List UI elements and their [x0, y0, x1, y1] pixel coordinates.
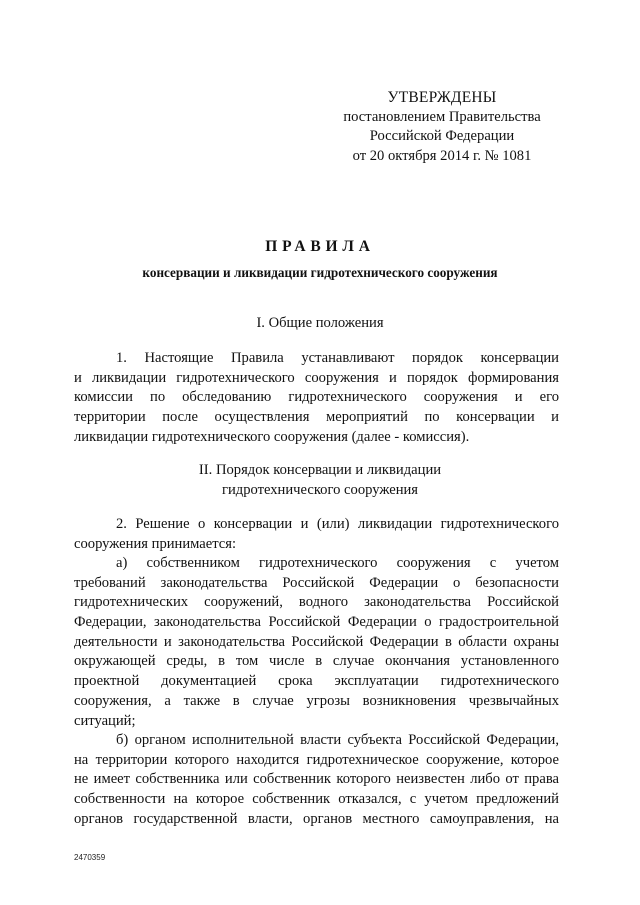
section-1-title: I. Общие положения — [256, 315, 384, 331]
paragraph-line: ликвидации гидротехнического сооружения (далее - комиссия). — [74, 428, 470, 445]
paragraph-line: а) собственником гидротехнического сооружения с учетом — [116, 555, 559, 571]
paragraph-line: на территории которого находится гидротехническое сооружение, которое — [74, 751, 559, 768]
paragraph-line: территории после осуществления мероприятий по консервации и — [74, 409, 559, 426]
paragraph-line: гидротехнических сооружений, водного законодательства Российской — [74, 594, 559, 611]
document-title: ПРАВИЛА — [265, 238, 375, 255]
section-heading-1 — [0, 314, 640, 334]
paragraph-2 — [74, 515, 559, 554]
section-2-title-line-2: гидротехнического сооружения — [221, 481, 419, 498]
list-item-a — [74, 554, 559, 731]
paragraph-line: 1. Настоящие Правила устанавливают порядок консервации — [116, 350, 559, 366]
paragraph-line: собственности на которое собственник отказался, с учетом предложений — [74, 791, 559, 808]
approval-line-1: постановлением Правительства — [343, 108, 541, 125]
paragraph-line: сооружения, а также в случае угрозы возникновения чрезвычайных — [74, 692, 559, 709]
paragraph-line: Федерации, законодательства Российской Федерации о градостроительной — [74, 614, 559, 631]
paragraph-line: требований законодательства Российской Федерации о безопасности — [74, 574, 559, 591]
paragraph-line: органов государственной власти, органов местного самоуправления, на — [74, 810, 559, 827]
paragraph-line: б) органом исполнительной власти субъекта Российской Федерации, — [116, 732, 559, 748]
paragraph-line: ситуаций; — [74, 712, 136, 729]
list-item-b — [74, 731, 559, 829]
paragraph-line: 2. Решение о консервации и (или) ликвидации гидротехнического — [116, 516, 559, 532]
paragraph-line: и ликвидации гидротехнического сооружения и порядок формирования — [74, 369, 559, 386]
paragraph-1 — [74, 349, 559, 447]
document-id: 2470359 — [74, 853, 106, 862]
section-heading-2 — [0, 461, 640, 500]
paragraph-line: проектной документацией срока эксплуатации гидротехнического — [74, 673, 559, 690]
paragraph-line: деятельности и законодательства Российской Федерации в области охраны — [74, 633, 559, 650]
approval-stamp — [336, 88, 548, 166]
paragraph-line: не имеет собственника или собственник которого неизвестен либо от права — [74, 771, 559, 788]
paragraph-line: сооружения принимается: — [74, 535, 237, 552]
approval-head: УТВЕРЖДЕНЫ — [387, 89, 497, 106]
paragraph-line: комиссии по обследованию гидротехнического сооружения и его — [74, 389, 559, 406]
approval-line-3: от 20 октября 2014 г. № 1081 — [352, 147, 532, 164]
document-subtitle: консервации и ликвидации гидротехнического сооружения — [142, 265, 498, 280]
approval-line-2: Российской Федерации — [369, 128, 515, 144]
paragraph-line: окружающей среды, в том числе в случае окончания установленного — [74, 653, 559, 670]
section-2-title-line-1: II. Порядок консервации и ликвидации — [198, 462, 442, 478]
